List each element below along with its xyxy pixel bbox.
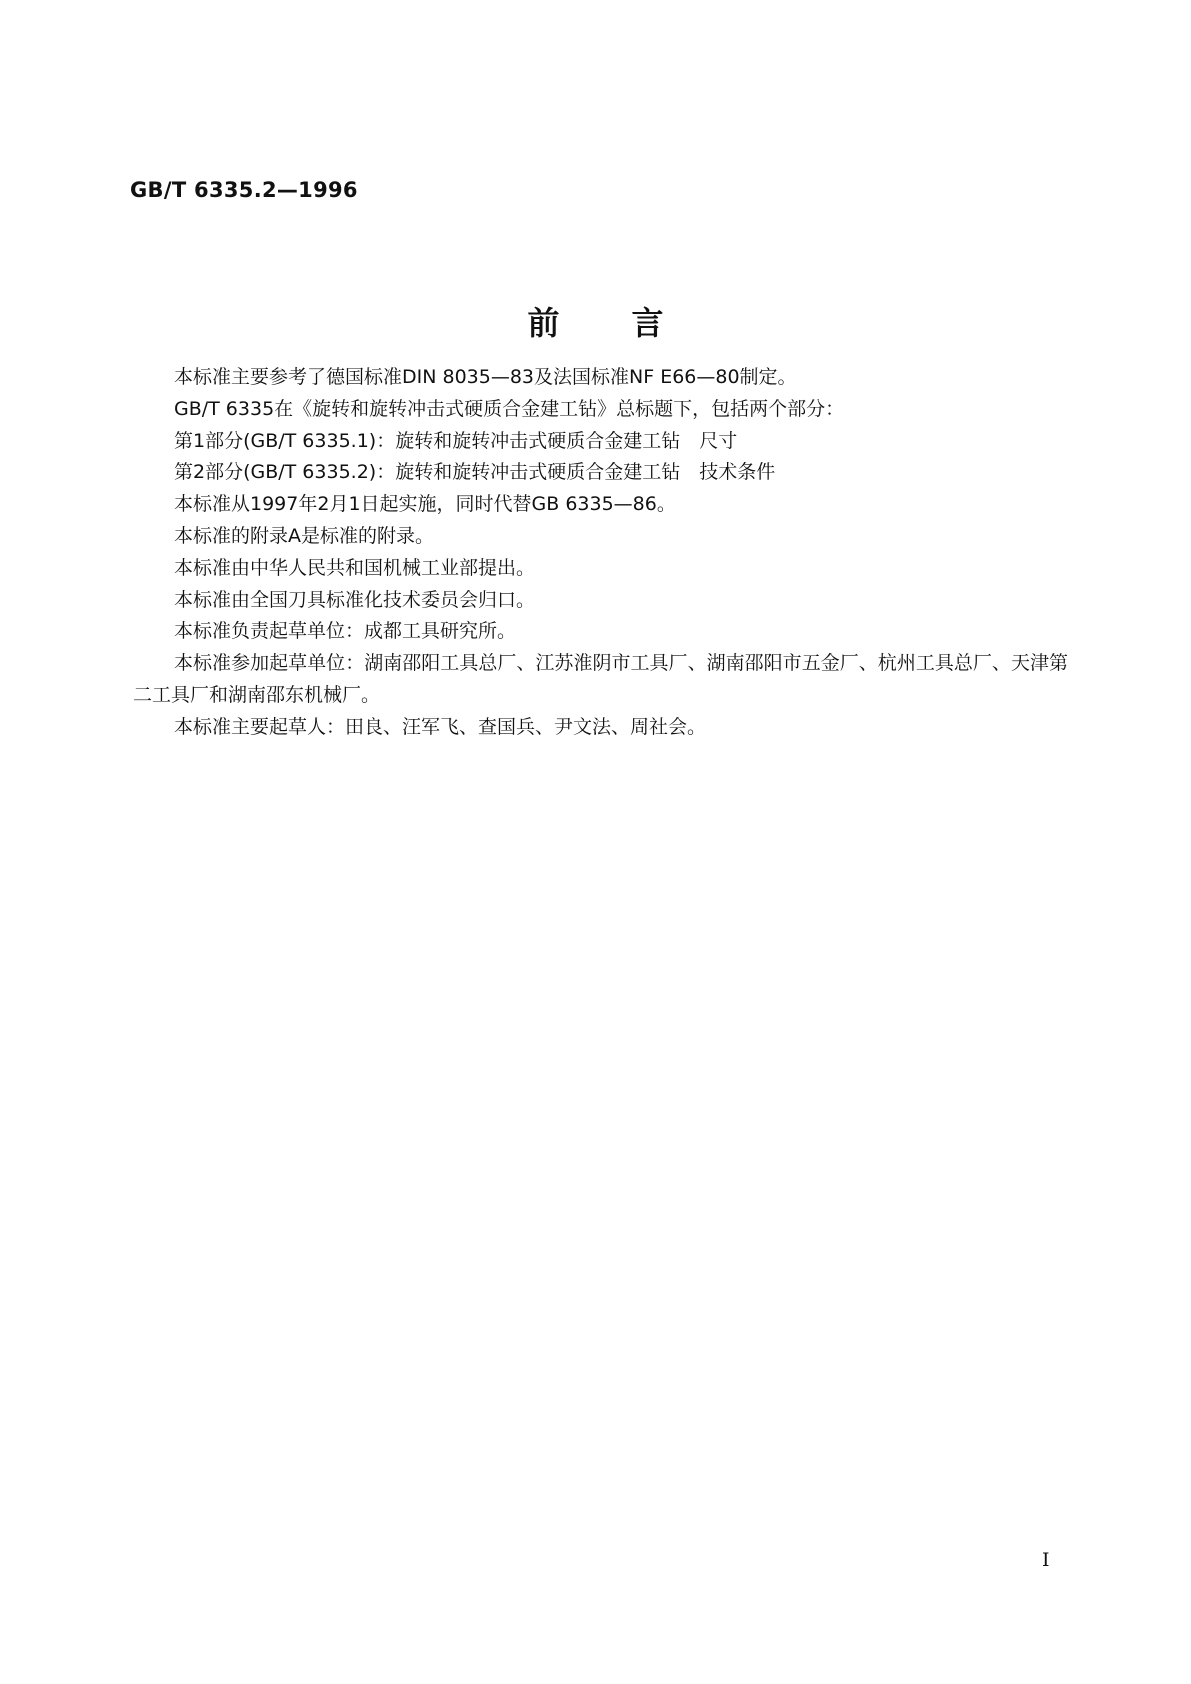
paragraph-part-1: 第1部分(GB/T 6335.1)：旋转和旋转冲击式硬质合金建工钻 尺寸: [174, 429, 738, 452]
foreword-body: [133, 362, 1068, 744]
paragraph-participating-units: 本标准参加起草单位：湖南邵阳工具总厂、江苏淮阴市工具厂、湖南邵阳市五金厂、杭州工具总厂、天津第二工具厂和湖南邵东机械厂。: [133, 652, 1068, 706]
paragraph-appendix: 本标准的附录A是标准的附录。: [174, 524, 434, 547]
page-title: 前言: [527, 304, 736, 342]
paragraph-drafters: 本标准主要起草人：田良、汪军飞、查国兵、尹文法、周社会。: [174, 715, 707, 738]
paragraph-effective-date: 本标准从1997年2月1日起实施，同时代替GB 6335—86。: [174, 493, 676, 516]
paragraph-committee: 本标准由全国刀具标准化技术委员会归口。: [174, 588, 536, 611]
standard-code: GB/T 6335.2—1996: [130, 178, 358, 202]
page-number: I: [1042, 1549, 1050, 1571]
paragraph-proposer: 本标准由中华人民共和国机械工业部提出。: [174, 556, 536, 579]
paragraph-drafting-unit: 本标准负责起草单位：成都工具研究所。: [174, 620, 517, 643]
paragraph-reference-standards: 本标准主要参考了德国标准DIN 8035—83及法国标准NF E66—80制定。: [174, 366, 797, 388]
paragraph-general-title: GB/T 6335在《旋转和旋转冲击式硬质合金建工钻》总标题下，包括两个部分：: [174, 397, 845, 420]
paragraph-part-2: 第2部分(GB/T 6335.2)：旋转和旋转冲击式硬质合金建工钻 技术条件: [174, 461, 776, 484]
